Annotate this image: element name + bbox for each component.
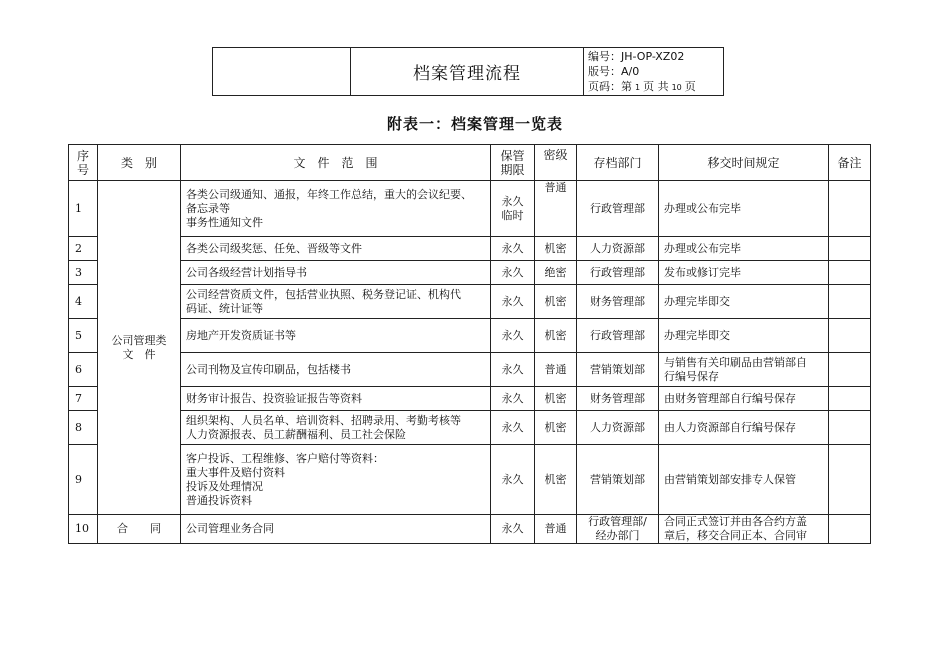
row-remark: [829, 353, 871, 387]
table-row: [69, 285, 871, 319]
row-dept: 人力资源部: [577, 237, 659, 261]
row-seq: 4: [69, 285, 98, 319]
row-period: 永久: [491, 319, 535, 353]
col-header-remark: 备注: [829, 145, 871, 181]
row-content: 公司管理业务合同: [181, 515, 491, 544]
row-period: 永久 临时: [491, 181, 535, 237]
row-seq: 3: [69, 261, 98, 285]
table-row: [69, 319, 871, 353]
col-header-transfer: 移交时间规定: [659, 145, 829, 181]
row-content: 财务审计报告、投资验证报告等资料: [181, 387, 491, 411]
document-meta: [584, 48, 724, 96]
row-remark: [829, 181, 871, 237]
row-remark: [829, 515, 871, 544]
row-secrecy: 机密: [535, 237, 577, 261]
row-seq: 2: [69, 237, 98, 261]
row-transfer: 办理或公布完毕: [659, 181, 829, 237]
row-transfer: 由财务管理部自行编号保存: [659, 387, 829, 411]
row-remark: [829, 387, 871, 411]
row-dept: 营销策划部: [577, 353, 659, 387]
row-period: 永久: [491, 237, 535, 261]
row-dept: 行政管理部/ 经办部门: [577, 515, 659, 544]
category-contracts: 合 同: [98, 515, 181, 544]
row-secrecy: 机密: [535, 285, 577, 319]
table-row: [69, 411, 871, 445]
row-remark: [829, 445, 871, 515]
page-counter: 页码：第 1 页 共 10 页: [588, 79, 696, 93]
row-secrecy: 普通: [535, 181, 577, 237]
row-period: 永久: [491, 387, 535, 411]
row-dept: 财务管理部: [577, 387, 659, 411]
row-seq: 6: [69, 353, 98, 387]
col-header-content: 文 件 范 围: [181, 145, 491, 181]
col-header-seq: 序 号: [69, 145, 98, 181]
row-dept: 营销策划部: [577, 445, 659, 515]
table-row: [69, 261, 871, 285]
row-dept: 行政管理部: [577, 319, 659, 353]
row-remark: [829, 411, 871, 445]
table-row: [69, 237, 871, 261]
row-seq: 5: [69, 319, 98, 353]
row-period: 永久: [491, 445, 535, 515]
document-version: 版号：A/0: [588, 64, 640, 78]
row-dept: 人力资源部: [577, 411, 659, 445]
document-title: 档案管理流程: [351, 48, 584, 96]
row-secrecy: 机密: [535, 387, 577, 411]
row-period: 永久: [491, 411, 535, 445]
row-seq: 1: [69, 181, 98, 237]
row-content: 公司刊物及宣传印刷品，包括楼书: [181, 353, 491, 387]
row-transfer: 办理完毕即交: [659, 285, 829, 319]
row-remark: [829, 319, 871, 353]
table-row: [69, 445, 871, 515]
row-secrecy: 机密: [535, 445, 577, 515]
row-period: 永久: [491, 353, 535, 387]
row-period: 永久: [491, 261, 535, 285]
row-dept: 财务管理部: [577, 285, 659, 319]
row-period: 永久: [491, 515, 535, 544]
table-row: [69, 181, 871, 237]
document-code: 编号：JH-OP-XZ02: [588, 49, 685, 63]
row-secrecy: 普通: [535, 353, 577, 387]
col-header-period: 保管 期限: [491, 145, 535, 181]
archive-table: [68, 144, 871, 544]
row-period: 永久: [491, 285, 535, 319]
document-header: [212, 47, 724, 96]
page-current: 1: [635, 82, 641, 92]
row-transfer: 由营销策划部安排专人保管: [659, 445, 829, 515]
row-secrecy: 绝密: [535, 261, 577, 285]
col-header-secrecy: 密级: [535, 145, 577, 181]
row-remark: [829, 237, 871, 261]
row-content: 各类公司级通知、通报，年终工作总结，重大的会议纪要、 备忘录等 事务性通知文件: [181, 181, 491, 237]
row-dept: 行政管理部: [577, 181, 659, 237]
table-header-row: [69, 145, 871, 181]
row-transfer: 发布或修订完毕: [659, 261, 829, 285]
table-row: [69, 387, 871, 411]
row-seq: 9: [69, 445, 98, 515]
header-logo-cell: [213, 48, 351, 96]
row-secrecy: 普通: [535, 515, 577, 544]
row-content: 客户投诉、工程维修、客户赔付等资料： 重大事件及赔付资料 投诉及处理情况 普通投诉资料: [181, 445, 491, 515]
row-transfer: 与销售有关印刷品由营销部自 行编号保存: [659, 353, 829, 387]
category-company-docs: 公司管理类 文 件: [98, 181, 181, 515]
row-secrecy: 机密: [535, 411, 577, 445]
table-row: [69, 353, 871, 387]
row-content: 公司各级经营计划指导书: [181, 261, 491, 285]
row-content: 房地产开发资质证书等: [181, 319, 491, 353]
row-remark: [829, 261, 871, 285]
row-seq: 7: [69, 387, 98, 411]
row-content: 公司经营资质文件，包括营业执照、税务登记证、机构代 码证、统计证等: [181, 285, 491, 319]
row-content: 组织架构、人员名单、培训资料、招聘录用、考勤考核等 人力资源报表、员工薪酬福利、员工社会保险: [181, 411, 491, 445]
row-transfer: 办理完毕即交: [659, 319, 829, 353]
row-seq: 8: [69, 411, 98, 445]
row-transfer: 办理或公布完毕: [659, 237, 829, 261]
table-row: [69, 515, 871, 544]
page-total: 10: [671, 82, 682, 92]
row-secrecy: 机密: [535, 319, 577, 353]
row-seq: 10: [69, 515, 98, 544]
row-dept: 行政管理部: [577, 261, 659, 285]
col-header-dept: 存档部门: [577, 145, 659, 181]
row-content: 各类公司级奖惩、任免、晋级等文件: [181, 237, 491, 261]
table-title: 附表一：档案管理一览表: [386, 115, 563, 133]
row-remark: [829, 285, 871, 319]
row-transfer: 由人力资源部自行编号保存: [659, 411, 829, 445]
row-transfer: 合同正式签订并由各合约方盖 章后，移交合同正本、合同审: [659, 515, 829, 544]
col-header-category: 类 别: [98, 145, 181, 181]
